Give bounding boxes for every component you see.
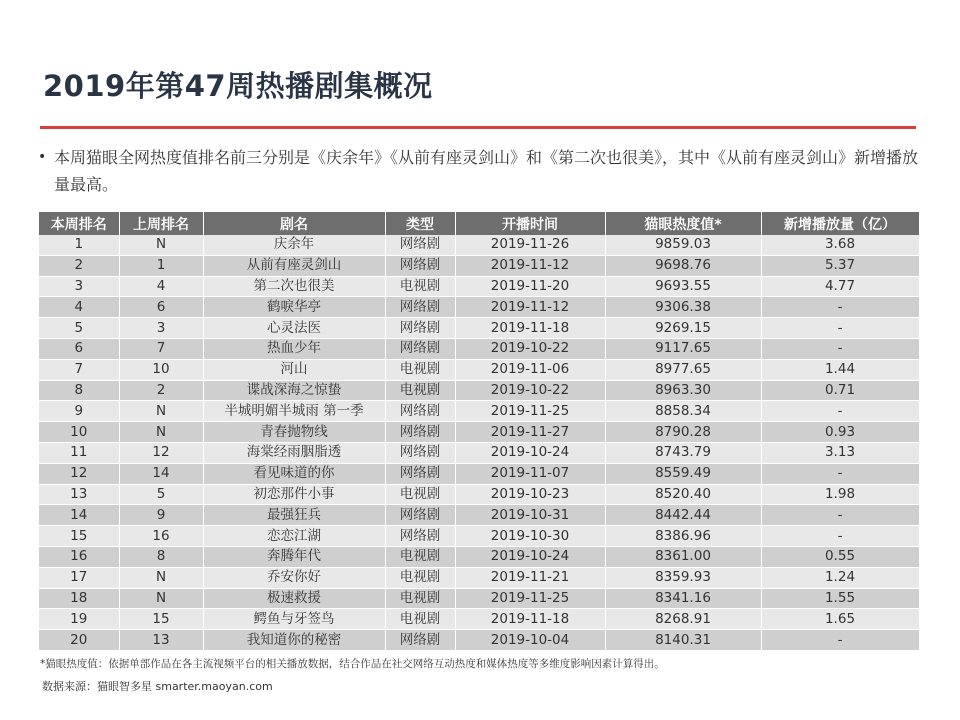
cell-last-rank: N [119,401,203,422]
table-row [39,567,919,588]
cell-title: 青春抛物线 [203,422,385,443]
ranking-table [39,212,920,651]
cell-title: 心灵法医 [203,318,385,339]
cell-type: 网络剧 [385,235,455,255]
cell-premiere-date: 2019-11-21 [455,567,605,588]
cell-new-plays: 0.93 [761,422,919,443]
cell-heat-value: 8977.65 [605,359,761,380]
cell-type: 网络剧 [385,401,455,422]
table-row [39,526,919,547]
table-row [39,505,919,526]
cell-last-rank: 15 [119,609,203,630]
cell-title: 恋恋江湖 [203,526,385,547]
cell-last-rank: 1 [119,255,203,276]
cell-last-rank: 2 [119,380,203,401]
table-row [39,235,919,255]
cell-premiere-date: 2019-11-12 [455,297,605,318]
column-header-new-plays: 新增播放量（亿） [761,212,919,235]
table-row [39,588,919,609]
cell-type: 网络剧 [385,505,455,526]
table-row [39,484,919,505]
cell-heat-value: 8559.49 [605,463,761,484]
cell-current-rank: 8 [39,380,119,401]
cell-last-rank: 16 [119,526,203,547]
column-header-heat-value: 猫眼热度值* [605,212,761,235]
cell-heat-value: 8442.44 [605,505,761,526]
cell-premiere-date: 2019-10-24 [455,546,605,567]
cell-title: 看见味道的你 [203,463,385,484]
cell-last-rank: 10 [119,359,203,380]
cell-last-rank: 7 [119,338,203,359]
table-body [39,235,919,650]
cell-title: 乔安你好 [203,567,385,588]
cell-current-rank: 3 [39,276,119,297]
column-header-current-rank: 本周排名 [39,212,119,235]
summary-text: 本周猫眼全网热度值排名前三分别是《庆余年》《从前有座灵剑山》和《第二次也很美》，其中《从前有座灵剑山》新增播放量最高。 [54,148,919,194]
cell-premiere-date: 2019-10-04 [455,630,605,651]
cell-title: 初恋那件小事 [203,484,385,505]
table-row [39,297,919,318]
cell-heat-value: 8386.96 [605,526,761,547]
cell-current-rank: 19 [39,609,119,630]
table-row [39,422,919,443]
column-header-premiere-date: 开播时间 [455,212,605,235]
cell-type: 电视剧 [385,380,455,401]
cell-new-plays: 1.65 [761,609,919,630]
cell-type: 电视剧 [385,484,455,505]
column-header-title: 剧名 [203,212,385,235]
cell-current-rank: 15 [39,526,119,547]
cell-heat-value: 8743.79 [605,442,761,463]
table-row [39,255,919,276]
cell-current-rank: 5 [39,318,119,339]
cell-current-rank: 14 [39,505,119,526]
cell-new-plays: 0.71 [761,380,919,401]
cell-type: 网络剧 [385,255,455,276]
cell-premiere-date: 2019-11-25 [455,401,605,422]
cell-type: 电视剧 [385,567,455,588]
cell-current-rank: 16 [39,546,119,567]
cell-new-plays: - [761,463,919,484]
table-row [39,338,919,359]
summary-paragraph [38,144,918,198]
cell-new-plays: 3.68 [761,235,919,255]
cell-last-rank: 8 [119,546,203,567]
cell-premiere-date: 2019-10-24 [455,442,605,463]
cell-heat-value: 8790.28 [605,422,761,443]
table-header-row [39,212,919,235]
cell-current-rank: 13 [39,484,119,505]
cell-current-rank: 11 [39,442,119,463]
cell-type: 网络剧 [385,422,455,443]
cell-title: 我知道你的秘密 [203,630,385,651]
cell-last-rank: 14 [119,463,203,484]
table-row [39,276,919,297]
cell-premiere-date: 2019-10-31 [455,505,605,526]
cell-current-rank: 6 [39,338,119,359]
cell-current-rank: 1 [39,235,119,255]
cell-title: 谍战深海之惊蛰 [203,380,385,401]
data-source: 数据来源：猫眼智多星 smarter.maoyan.com [42,680,273,693]
cell-type: 网络剧 [385,526,455,547]
cell-premiere-date: 2019-11-06 [455,359,605,380]
cell-title: 热血少年 [203,338,385,359]
table-row [39,401,919,422]
cell-new-plays: - [761,338,919,359]
cell-type: 电视剧 [385,276,455,297]
cell-title: 最强狂兵 [203,505,385,526]
cell-last-rank: N [119,422,203,443]
cell-last-rank: 13 [119,630,203,651]
page-title: 2019年第47周热播剧集概况 [43,69,433,103]
cell-new-plays: 1.55 [761,588,919,609]
cell-last-rank: N [119,567,203,588]
cell-last-rank: 9 [119,505,203,526]
cell-premiere-date: 2019-11-18 [455,318,605,339]
cell-heat-value: 9269.15 [605,318,761,339]
cell-last-rank: 3 [119,318,203,339]
cell-premiere-date: 2019-11-26 [455,235,605,255]
cell-type: 网络剧 [385,463,455,484]
cell-title: 半城明媚半城雨 第一季 [203,401,385,422]
table-row [39,630,919,651]
cell-heat-value: 8963.30 [605,380,761,401]
cell-last-rank: 4 [119,276,203,297]
cell-heat-value: 8359.93 [605,567,761,588]
cell-new-plays: 0.55 [761,546,919,567]
cell-title: 极速救援 [203,588,385,609]
cell-heat-value: 9306.38 [605,297,761,318]
cell-premiere-date: 2019-10-22 [455,380,605,401]
cell-current-rank: 18 [39,588,119,609]
cell-new-plays: 1.98 [761,484,919,505]
title-divider [40,126,916,129]
cell-last-rank: 6 [119,297,203,318]
table-row [39,463,919,484]
cell-heat-value: 9859.03 [605,235,761,255]
cell-heat-value: 9693.55 [605,276,761,297]
cell-type: 电视剧 [385,588,455,609]
cell-type: 电视剧 [385,359,455,380]
cell-current-rank: 7 [39,359,119,380]
cell-premiere-date: 2019-11-07 [455,463,605,484]
cell-heat-value: 8140.31 [605,630,761,651]
table-row [39,318,919,339]
cell-current-rank: 4 [39,297,119,318]
bullet-icon: • [38,149,47,165]
cell-new-plays: - [761,297,919,318]
cell-new-plays: 4.77 [761,276,919,297]
cell-new-plays: 1.44 [761,359,919,380]
cell-heat-value: 8858.34 [605,401,761,422]
cell-new-plays: 1.24 [761,567,919,588]
cell-last-rank: 12 [119,442,203,463]
column-header-last-rank: 上周排名 [119,212,203,235]
cell-last-rank: 5 [119,484,203,505]
cell-current-rank: 2 [39,255,119,276]
table-row [39,359,919,380]
cell-type: 网络剧 [385,297,455,318]
cell-title: 奔腾年代 [203,546,385,567]
table-row [39,442,919,463]
table-row [39,609,919,630]
cell-premiere-date: 2019-11-27 [455,422,605,443]
cell-type: 网络剧 [385,318,455,339]
cell-new-plays: - [761,401,919,422]
cell-last-rank: N [119,235,203,255]
cell-premiere-date: 2019-11-18 [455,609,605,630]
cell-title: 第二次也很美 [203,276,385,297]
footnote: *猫眼热度值：依据单部作品在各主流视频平台的相关播放数据，结合作品在社交网络互动热度和媒体热度等多维度影响因素计算得出。 [40,658,665,670]
cell-premiere-date: 2019-10-23 [455,484,605,505]
cell-new-plays: 3.13 [761,442,919,463]
cell-heat-value: 8341.16 [605,588,761,609]
cell-premiere-date: 2019-11-25 [455,588,605,609]
cell-type: 网络剧 [385,630,455,651]
cell-heat-value: 9698.76 [605,255,761,276]
cell-type: 电视剧 [385,609,455,630]
cell-new-plays: - [761,505,919,526]
cell-premiere-date: 2019-10-30 [455,526,605,547]
cell-heat-value: 8268.91 [605,609,761,630]
cell-current-rank: 12 [39,463,119,484]
cell-title: 鹤唳华亭 [203,297,385,318]
cell-premiere-date: 2019-10-22 [455,338,605,359]
cell-title: 庆余年 [203,235,385,255]
cell-new-plays: 5.37 [761,255,919,276]
cell-type: 网络剧 [385,338,455,359]
cell-last-rank: N [119,588,203,609]
cell-type: 电视剧 [385,546,455,567]
cell-heat-value: 9117.65 [605,338,761,359]
cell-new-plays: - [761,630,919,651]
cell-current-rank: 9 [39,401,119,422]
cell-heat-value: 8361.00 [605,546,761,567]
cell-new-plays: - [761,526,919,547]
cell-type: 网络剧 [385,442,455,463]
cell-title: 河山 [203,359,385,380]
cell-title: 海棠经雨胭脂透 [203,442,385,463]
cell-current-rank: 17 [39,567,119,588]
cell-current-rank: 10 [39,422,119,443]
cell-current-rank: 20 [39,630,119,651]
cell-title: 鳄鱼与牙签鸟 [203,609,385,630]
cell-premiere-date: 2019-11-20 [455,276,605,297]
table-row [39,546,919,567]
column-header-type: 类型 [385,212,455,235]
cell-heat-value: 8520.40 [605,484,761,505]
cell-new-plays: - [761,318,919,339]
cell-title: 从前有座灵剑山 [203,255,385,276]
table-row [39,380,919,401]
cell-premiere-date: 2019-11-12 [455,255,605,276]
